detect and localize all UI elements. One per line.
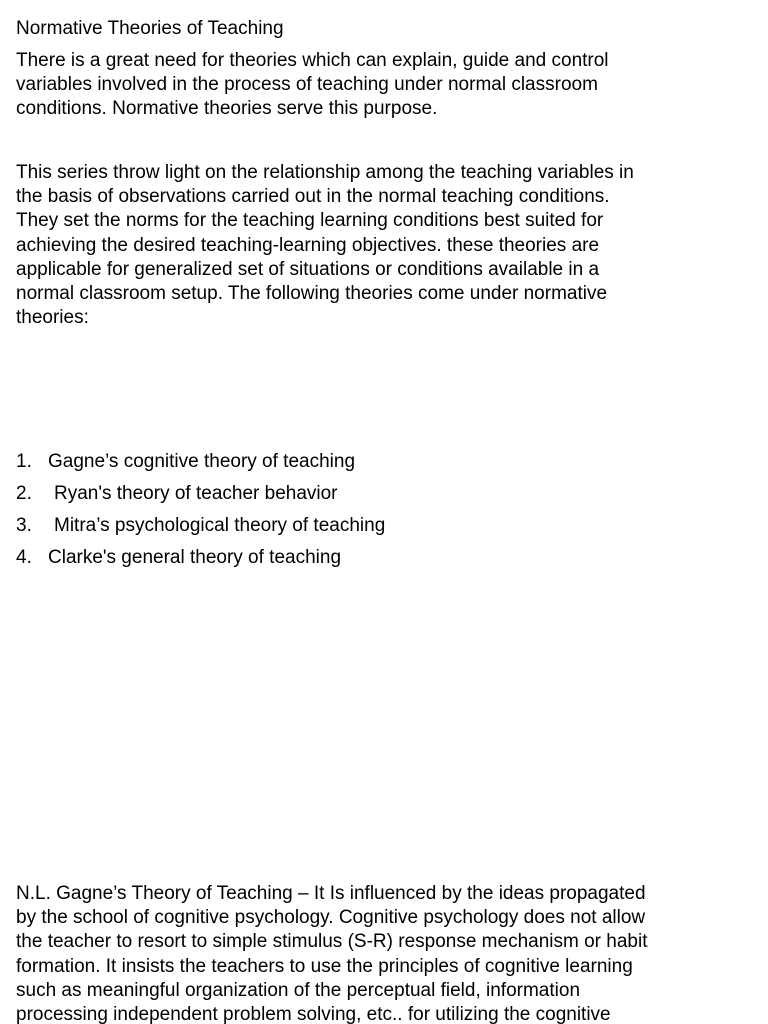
list-item: [16, 450, 385, 482]
text-line: conditions. Normative theories serve this purpose.: [16, 98, 438, 120]
description-paragraph: [16, 161, 752, 330]
text-line: They set the norms for the teaching learning conditions best suited for: [16, 210, 604, 232]
text-line: by the school of cognitive psychology. Cognitive psychology does not allow: [16, 907, 646, 929]
text-line: achieving the desired teaching-learning objectives. these theories are: [16, 234, 600, 256]
text-line: processing independent problem solving, etc.. for utilizing the cognitive: [16, 1004, 611, 1024]
list-text: Mitra’s psychological theory of teaching: [54, 515, 386, 536]
list-number: 1.: [16, 451, 32, 472]
intro-paragraph: [16, 49, 752, 122]
theories-list: [16, 450, 385, 578]
text-line: theories:: [16, 307, 89, 329]
text-line: such as meaningful organization of the perceptual field, information: [16, 979, 581, 1001]
text-line: the teacher to resort to simple stimulus (S-R) response mechanism or habit: [16, 931, 648, 953]
list-item: [16, 514, 385, 546]
list-number: 2.: [16, 483, 32, 504]
text-line: applicable for generalized set of situations or conditions available in a: [16, 258, 600, 280]
text-line: There is a great need for theories which can explain, guide and control: [16, 50, 609, 71]
gagne-theory-paragraph: [16, 882, 752, 1024]
text-line: N.L. Gagne’s Theory of Teaching – It Is influenced by the ideas propagated: [16, 883, 646, 904]
list-item: [16, 482, 385, 514]
list-text: Clarke's general theory of teaching: [48, 547, 342, 568]
text-line: the basis of observations carried out in the normal teaching conditions.: [16, 186, 610, 208]
text-line: formation. It insists the teachers to use the principles of cognitive learning: [16, 955, 633, 977]
text-line: This series throw light on the relationship among the teaching variables in: [16, 162, 634, 183]
list-number: 3.: [16, 515, 32, 536]
list-number: 4.: [16, 547, 32, 568]
document-title: Normative Theories of Teaching: [16, 18, 284, 39]
text-line: variables involved in the process of teaching under normal classroom: [16, 74, 598, 96]
list-text: Gagne’s cognitive theory of teaching: [48, 451, 356, 472]
list-item: [16, 546, 385, 578]
list-text: Ryan's theory of teacher behavior: [54, 483, 338, 504]
text-line: normal classroom setup. The following theories come under normative: [16, 283, 608, 305]
